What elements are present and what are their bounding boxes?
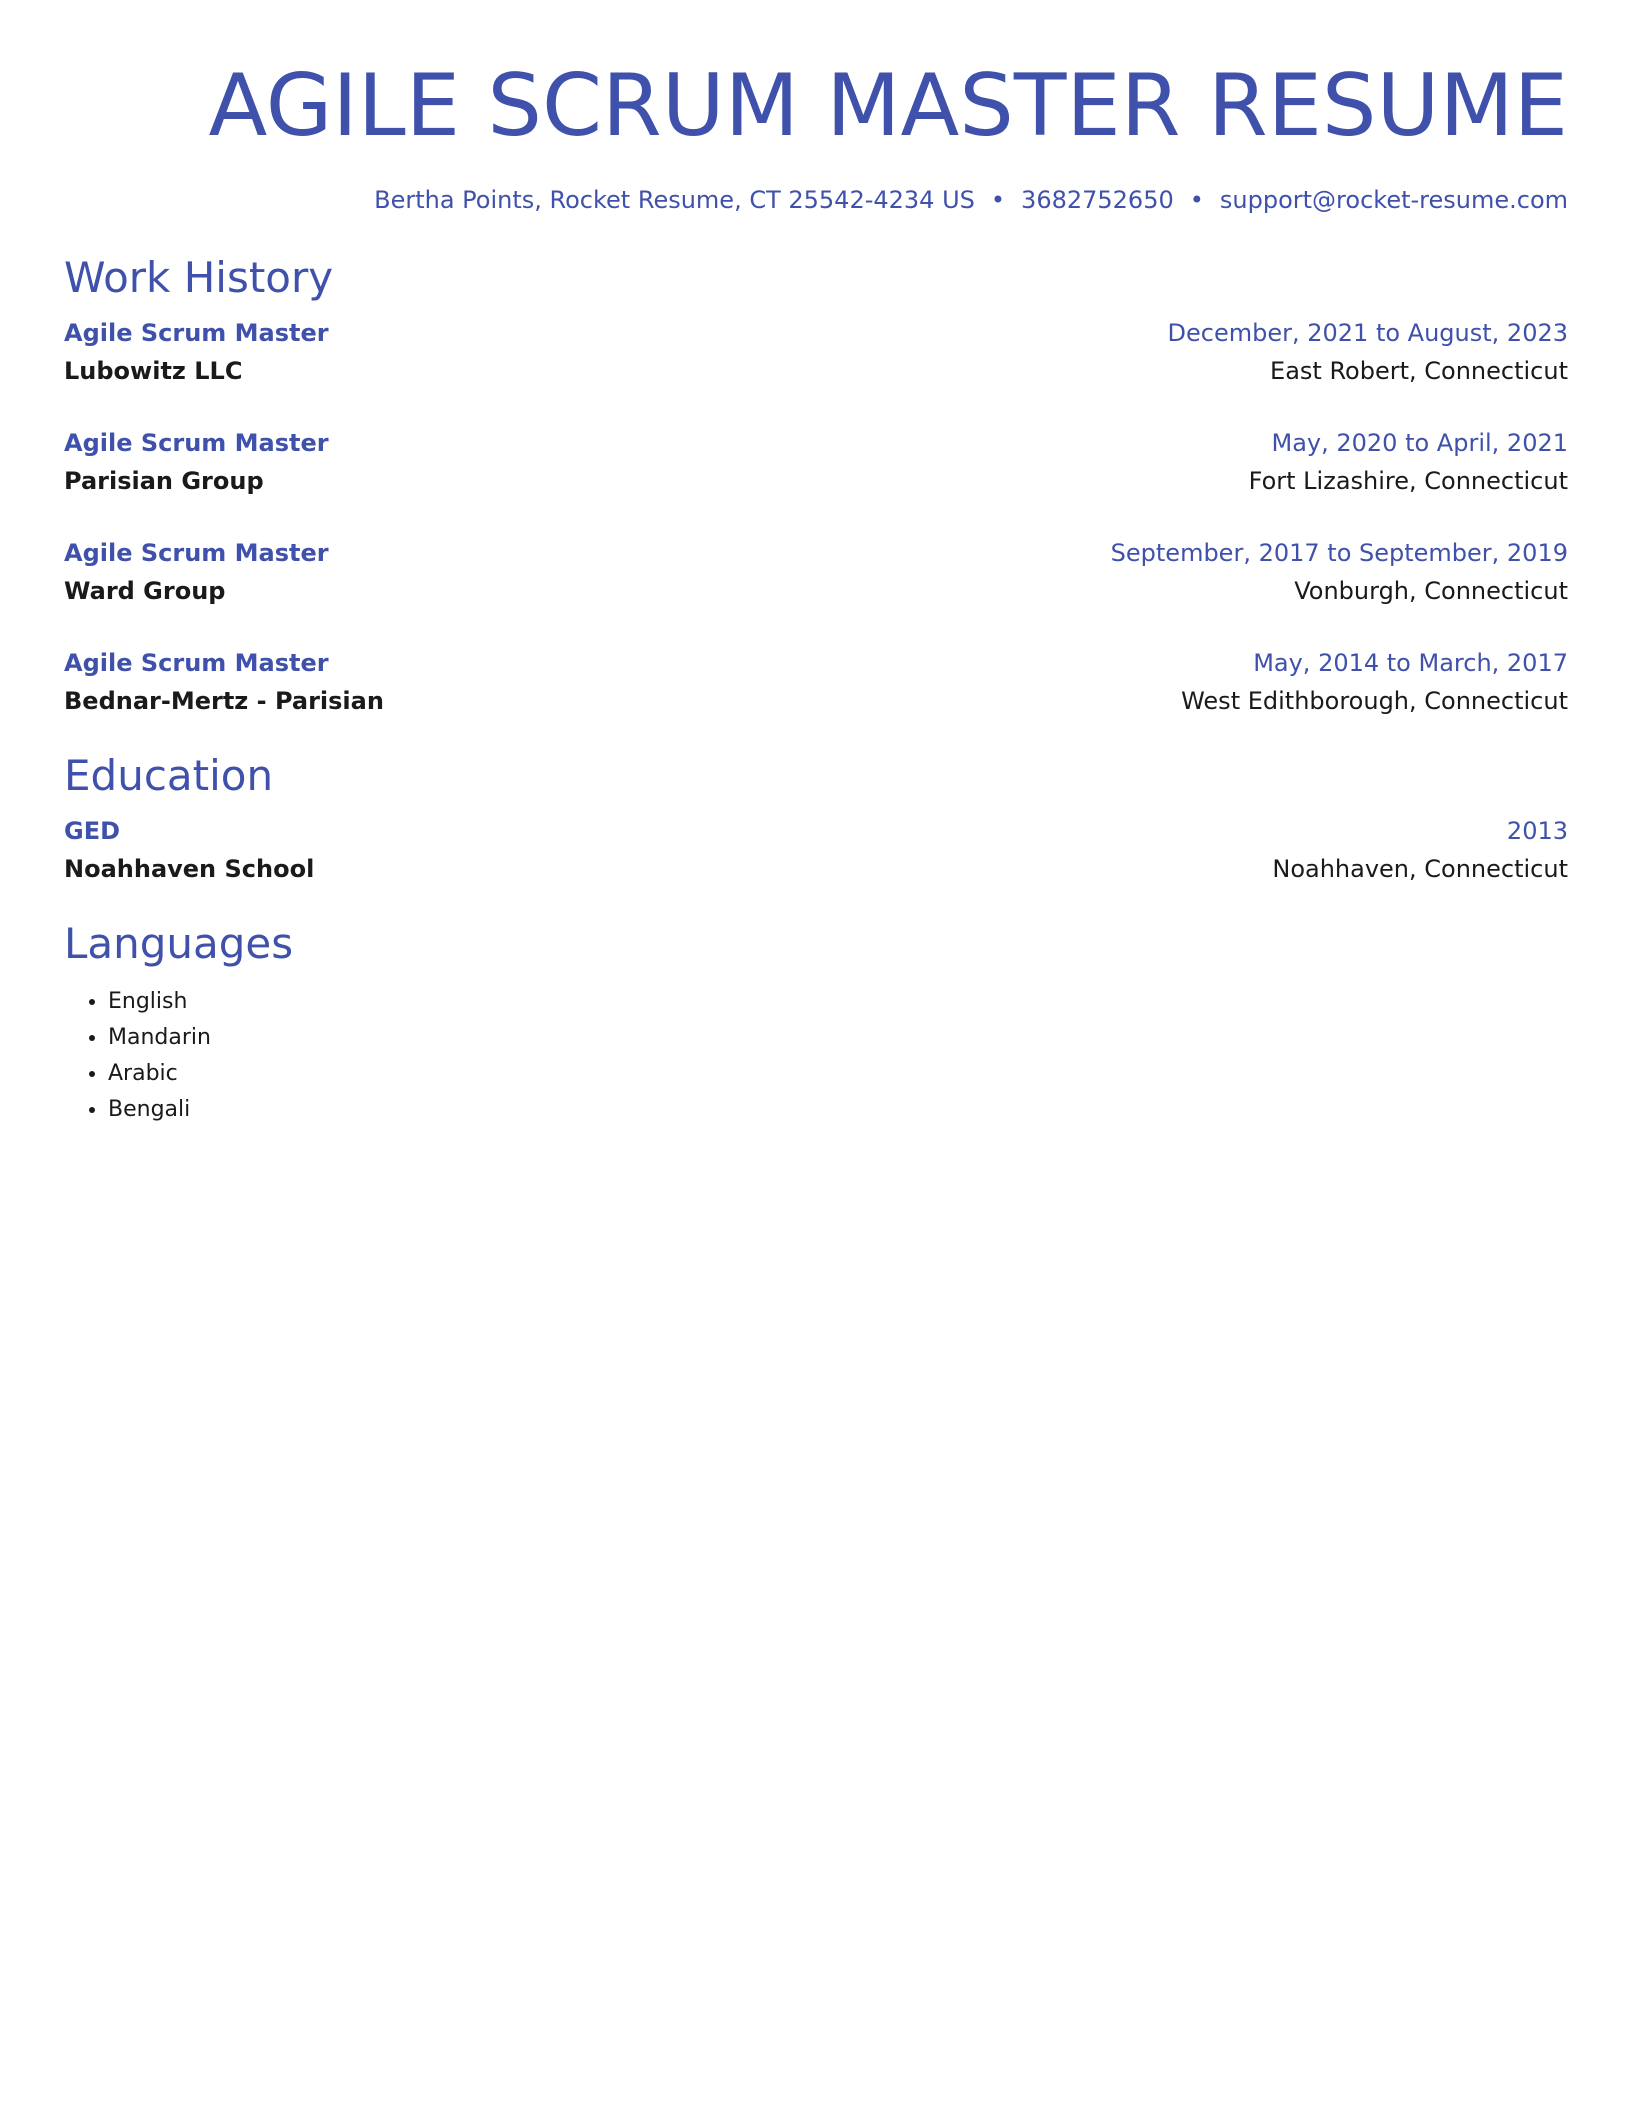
job-company: Ward Group — [64, 577, 226, 605]
resume-page — [64, 0, 1568, 1128]
job-dates: May, 2014 to March, 2017 — [1253, 649, 1568, 677]
contact-email: support@rocket-resume.com — [1219, 186, 1568, 214]
work-entry — [64, 534, 1568, 610]
language-item: • Bengali — [108, 1092, 1568, 1128]
contact-line — [64, 184, 1568, 216]
education-school: Noahhaven School — [64, 855, 315, 883]
job-location: East Robert, Connecticut — [1270, 357, 1568, 385]
job-location: Fort Lizashire, Connecticut — [1248, 467, 1568, 495]
resume-title: AGILE SCRUM MASTER RESUME — [208, 56, 1568, 156]
languages-list — [64, 984, 1568, 1128]
contact-separator: • — [990, 186, 1006, 214]
contact-address: Bertha Points, Rocket Resume, CT 25542-4234 US — [374, 186, 975, 214]
work-entry — [64, 314, 1568, 390]
education-section — [64, 750, 1568, 888]
education-entry — [64, 812, 1568, 888]
languages-section — [64, 918, 1568, 1128]
job-role: Agile Scrum Master — [64, 539, 329, 567]
job-role: Agile Scrum Master — [64, 319, 329, 347]
work-history-section — [64, 252, 1568, 720]
education-heading: Education — [64, 751, 274, 800]
job-role: Agile Scrum Master — [64, 429, 329, 457]
language-item: • Mandarin — [108, 1020, 1568, 1056]
job-dates: May, 2020 to April, 2021 — [1271, 429, 1568, 457]
job-role: Agile Scrum Master — [64, 649, 329, 677]
contact-separator: • — [1189, 186, 1204, 214]
work-history-heading: Work History — [64, 253, 334, 302]
job-dates: December, 2021 to August, 2023 — [1167, 319, 1568, 347]
job-dates: September, 2017 to September, 2019 — [1110, 539, 1568, 567]
language-item: • English — [108, 984, 1568, 1020]
job-company: Lubowitz LLC — [64, 357, 243, 385]
education-year: 2013 — [1506, 817, 1568, 845]
job-location: West Edithborough, Connecticut — [1181, 687, 1568, 715]
education-degree: GED — [64, 817, 121, 845]
job-location: Vonburgh, Connecticut — [1294, 577, 1568, 605]
language-item: • Arabic — [108, 1056, 1568, 1092]
work-entry — [64, 424, 1568, 500]
job-company: Bednar-Mertz - Parisian — [64, 687, 384, 715]
languages-heading: Languages — [64, 919, 294, 968]
job-company: Parisian Group — [64, 467, 264, 495]
education-location: Noahhaven, Connecticut — [1272, 855, 1568, 883]
contact-phone: 3682752650 — [1021, 186, 1174, 214]
work-entry — [64, 644, 1568, 720]
